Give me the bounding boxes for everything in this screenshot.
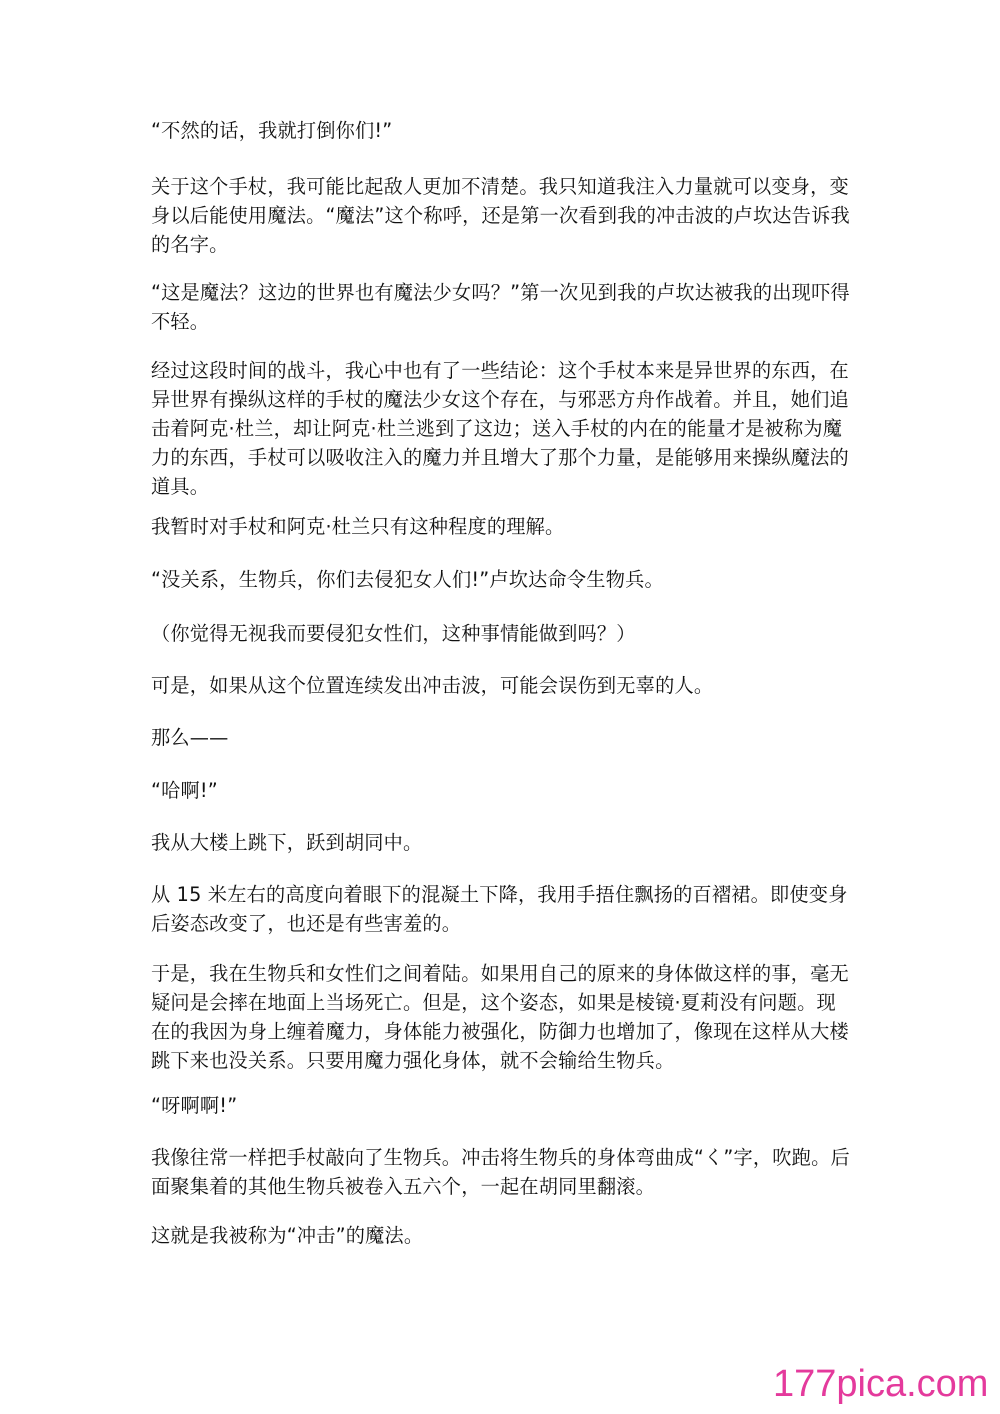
paragraph: （你觉得无视我而要侵犯女性们，这种事情能做到吗？） <box>151 622 636 645</box>
site-watermark: 177pica.com <box>773 1363 989 1405</box>
paragraph: “不然的话，我就打倒你们!” <box>151 119 393 142</box>
paragraph: “哈啊!” <box>151 779 218 802</box>
paragraph: 那么—— <box>151 726 229 749</box>
paragraph: 我像往常一样把手杖敲向了生物兵。冲击将生物兵的身体弯曲成“く”字，吹跑。后面聚集着的其他生物兵被卷入五六个，一起在胡同里翻滚。 <box>151 1146 850 1198</box>
paragraph: 关于这个手杖，我可能比起敌人更加不清楚。我只知道我注入力量就可以变身，变身以后能使用魔法。“魔法”这个称呼，还是第一次看到我的冲击波的卢坎达告诉我的名字。 <box>151 175 850 256</box>
paragraph: 这就是我被称为“冲击”的魔法。 <box>151 1224 424 1247</box>
paragraph: 于是，我在生物兵和女性们之间着陆。如果用自己的原来的身体做这样的事，毫无疑问是会摔在地面上当场死亡。但是，这个姿态，如果是棱镜·夏莉没有问题。现在的我因为身上缠着魔力，身体能力被强化，防御力也增加了，像现在这样从大楼跳下来也没关系。只要用魔力强化身体，就不会输给生物兵。 <box>151 962 849 1072</box>
paragraph: “这是魔法？这边的世界也有魔法少女吗？”第一次见到我的卢坎达被我的出现吓得不轻。 <box>151 281 850 333</box>
paragraph: 我暂时对手杖和阿克·杜兰只有这种程度的理解。 <box>151 515 565 538</box>
paragraph: 可是，如果从这个位置连续发出冲击波，可能会误伤到无辜的人。 <box>151 674 714 697</box>
paragraph: “没关系，生物兵，你们去侵犯女人们!”卢坎达命令生物兵。 <box>151 568 664 591</box>
paragraph: 从 15 米左右的高度向着眼下的混凝土下降，我用手捂住飘扬的百褶裙。即使变身后姿态改变了，也还是有些害羞的。 <box>151 883 848 935</box>
paragraph: 我从大楼上跳下，跃到胡同中。 <box>151 831 423 854</box>
paragraph: 经过这段时间的战斗，我心中也有了一些结论：这个手杖本来是异世界的东西，在异世界有操纵这样的手杖的魔法少女这个存在，与邪恶方舟作战着。并且，她们追击着阿克·杜兰，却让阿克·杜兰逃到了这边；送入手杖的内在的能量才是被称为魔力的东西，手杖可以吸收注入的魔力并且增大了那个力量，是能够用来操纵魔法的道具。 <box>151 359 849 498</box>
paragraph: “呀啊啊!” <box>151 1094 238 1117</box>
